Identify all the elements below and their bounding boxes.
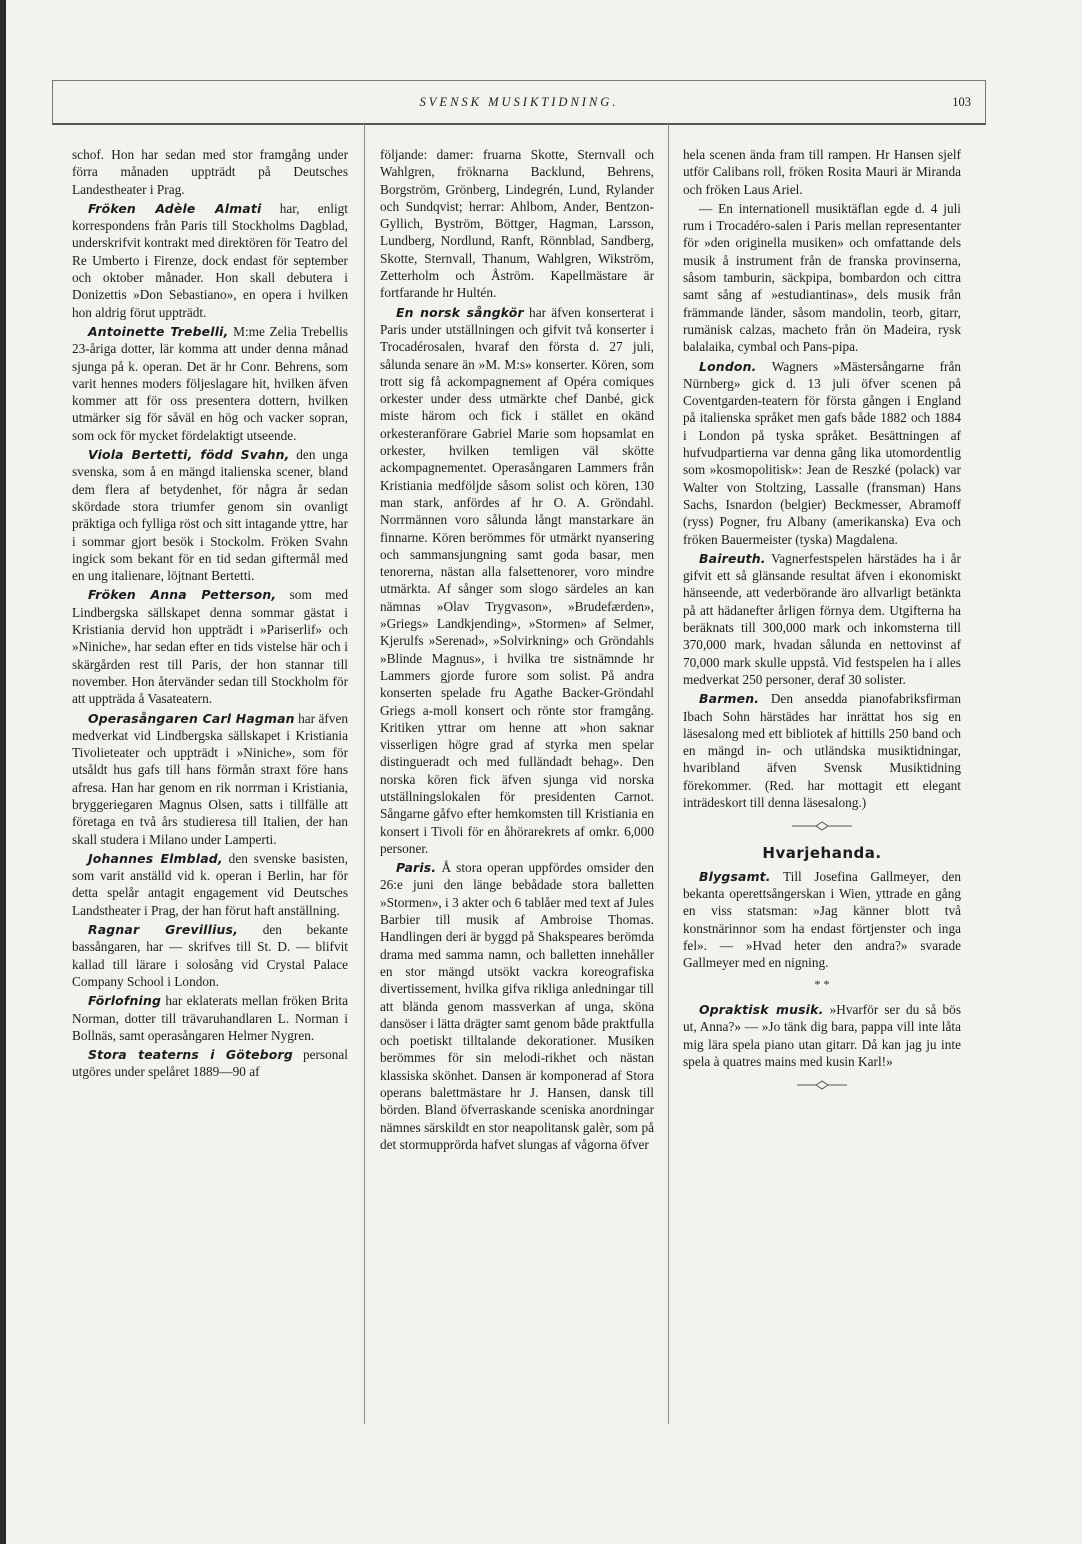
paragraph-lead: Förlofning: [88, 993, 162, 1009]
paragraph: Baireuth. Vagnerfestspelen härstädes ha i år gifvit ett så glänsande resultat äfven i ekonomiskt hänseende, att vederbörande äro allvarligt betänkta på att hädanefter årligen förnya dem. Utgifterna ha beräknats till 300,000 mark och inkomsterna till 370,000 mark, hvadan sålunda en nettovinst af 70,000 mark skulle uppstå. Vid festspelen ha i alles medverkat 250 personer, deraf 30 solister.: [683, 550, 961, 687]
journal-title: SVENSK MUSIKTIDNING.: [419, 95, 619, 109]
paragraph: Johannes Elmblad, den svenske basisten, som varit anställd vid k. operan i Berlin, har för detta spelår antagit engagement vid Deutsches Landstheater i Prag, der han förut haft anställning.: [72, 850, 348, 918]
paragraph: Blygsamt. Till Josefina Gallmeyer, den bekanta operettsångerskan i Wien, yttrade en gång en viss statsman: »Jag känner blott två konstnärinnor som ha endast förtjenster och inga fel». — »Hvad heter den andra?» svarade Gallmeyer med en nigning.: [683, 868, 961, 971]
paragraph: schof. Hon har sedan med stor framgång under förra månaden uppträdt på Deutsches Landestheater i Prag.: [72, 147, 348, 197]
ornament-divider-icon: [683, 817, 961, 834]
paragraph-lead: Opraktisk musik.: [699, 1001, 824, 1017]
column-divider-1: [364, 124, 365, 1424]
paragraph: Förlofning har eklaterats mellan fröken Brita Norman, dotter till trävaruhandlaren L. Norman i Bollnäs, samt operasångaren Helmer Nygren.: [72, 993, 348, 1043]
paragraph-lead: Antoinette Trebelli,: [88, 323, 229, 339]
paragraph: Fröken Adèle Almati har, enligt korrespondens från Paris till Stockholms Dagblad, underskrifvit kontrakt med direktören för Teatro del Re Umberto i Firenze, dock endast för september och oktober månader. Hon skall debutera i Donizettis »Don Sebastiano», en opera i hvilken hon aldrig förut uppträdt.: [72, 200, 349, 320]
paragraph-lead: London.: [699, 358, 757, 374]
paragraph-lead: Viola Bertetti, född Svahn,: [88, 447, 290, 463]
paragraph-lead: Johannes Elmblad,: [88, 850, 223, 866]
paragraph: — En internationell musiktäflan egde d. 4 juli rum i Trocadéro-salen i Paris mellan representanter för »den originella musiken» och omfattande dels musik å instrument från de franska provinserna, såsom tamburin, säckpipa, bombardon och cittra samt sång af »estudiantinas», dels musik från främmande länder, såsom mandolin, teorb, gitarr, rumänisk calzas, macheto från ön Madeira, rysk balalaika, cymbal och Pans-pipa.: [683, 200, 961, 355]
paragraph: Paris. Å stora operan uppfördes omsider den 26:e juni den länge bebådade stora balletten »Stormen», i 3 akter och 6 tablåer med text af Jules Barbier till musik af Ambroise Thomas. Handlingen deri är byggd på Shakspeares berömda drama med samma namn, och balletten innehåller en stor mängd utsökt vackra koreografiska divertissement, hvilka gifva rikliga anledningar till att bländа genom massverkan af unga, sköna dansöser i lätta drägter samt genom både praktfulla och poetiskt tilltalande dekorationer. Musiken berömmes för sin melodi-rikhet och nästan klassiska skönhet. Dansen är komponerad af Stora operans balettmästare hr J. Hansen, dansk till börden. Bland öfverraskande sceniska anordningar nämnes särskildt en stor neapolitansk galèr, som på det stormupprörda hafvet slungas af vågorna öfver: [380, 860, 654, 1152]
column-1: [72, 146, 348, 1083]
paragraph: Barmen. Den ansedda pianofabriksfirman Ibach Sohn härstädes har inrättat hos sig en läsesalong med ett bibliotek af hittills 250 band och en mängd in- och utländska musiktidningar, hvaribland äfven Svensk Musiktidning förekommer. (Red. har mottagit ett elegant inträdeskort till denna läsesalong.): [683, 691, 961, 810]
paragraph: Ragnar Grevillius, den bekante bassångaren, har — skrifves till St. D. — blifvit kallad till lärare i solosång vid Crystal Palace Company School i London.: [72, 922, 348, 989]
paragraph-lead: En norsk sångkör: [396, 304, 524, 320]
page-header: [52, 80, 986, 125]
column-2: [380, 146, 654, 1155]
paragraph-lead: Fröken Adèle Almati: [88, 200, 262, 216]
page-edge: [0, 0, 6, 1544]
paragraph-lead: Operasångaren Carl Hagman: [88, 710, 295, 726]
paragraph: London. Wagners »Mästersångarne från Nürnberg» gick d. 13 juli öfver scenen på Coventgarden-teatern för första gången i England på italienska språket men gafs både 1882 och 1884 i London på tyska språket. Besättningen af hufvudpartierna var denna gång lika utomordentlig som »kosmopolitisk»: Jean de Reszké (polack) var Walter von Stoltzing, Lassalle (fransman) Hans Sachs, Isnardon (belgier) Beckmesser, Abramoff (ryss) Pogner, fru Albany (amerikanska) Eva och fröken Bauermeister (tyska) Magdalena.: [683, 358, 961, 547]
paragraph-lead: Stora teaterns i Göteborg: [88, 1047, 293, 1063]
paragraph-lead: Ragnar Grevillius,: [88, 922, 239, 938]
paragraph-lead: Blygsamt.: [699, 868, 771, 884]
paragraph: Stora teaterns i Göteborg personal utgöres under spelåret 1889—90 af: [72, 1047, 349, 1080]
ornament-divider-icon: [683, 1076, 961, 1093]
paragraph: En norsk sångkör har äfven konserterat i Paris under utställningen och gifvit två konserter i Trocadérosalen, hvaraf den första d. 27 juli, sålunda senare än »M. M:s» konserter. Kören, som trott sig få ackompagnement af Opéra comiques orkester under dess utmärkte chef Danbé, gick miste härom och fick i stället en okänd orkesteranförare Gabriel Marie som hopsamlat en orkester, hvilken temligen väl skötte ackompagnementet. Operasångaren Lammers från Kristiania medföljde såsom solist och kören, 130 man stark, anfördes af hr O. A. Gröndahl. Norrmännen voro sålunda långt manstarkare än finnarne. Kören berömmes för utmärkt nyansering och sammansjungning samt goda basar, men tenorerna, nästan alla falsettenorer, voro mindre utmärkta. Af sånger som slogo särdeles an kan nämnas »Olav Trygvason», »Brudefærden», »Griegs» Landkjending», »Stormen» af Selmer, Kjerulfs »Serenad», »Solvirkning» och Gröndahls »Blinde Magnus», i hvilka tre sistnämnde hr Lammers gjorde furore som solist. På andra konserten spelade fru Agathe Backer-Gröndahl Griegs a-moll konsert och rönte stor framgång. Kritiken yttrar om henne att »hon saknar visserligen högre grad af styrka men spelar distingueradt och med fulländadt behag». Den norska kören fick äfven sjunga vid norska utställningslokalen för presidenten Carnot. Sångarne gåfvo efter hemkomsten till Kristiania en konsert i Tivoli för en åhörarekrets af omkr. 6,000 personer.: [380, 304, 654, 856]
section-title: Hvarjehanda.: [762, 843, 882, 862]
paragraph: Fröken Anna Petterson, som med Lindbergska sällskapet denna sommar gästat i Kristiania dervid hon uppträdt i »Pariserlif» och »Niniche», har sedan efter en tids vistelse här och i skärgården rest till Paris, der hon stannar till november. Hon återvänder sedan till Stockholm för att uppträda å Vasateatern.: [72, 587, 348, 707]
paragraph: hela scenen ända fram till rampen. Hr Hansen sjelf utför Calibans roll, fröken Rosita Mauri är Miranda och fröken Laus Ariel.: [683, 147, 961, 197]
paragraph-lead: Paris.: [396, 860, 437, 876]
paragraph-lead: Barmen.: [699, 691, 760, 707]
paragraph-lead: Fröken Anna Petterson,: [88, 587, 277, 603]
column-3: [683, 146, 961, 1099]
asterism: * *: [814, 976, 830, 991]
paragraph: Antoinette Trebelli, M:me Zelia Trebellis 23-åriga dotter, lär komma att under denna månad sjunga på k. operan. Det är hr Conr. Behrens, som varit hennes moders följeslagare hit, hvilken äfven kommer att för oss presentera dottern, hvilken utmärker sig för såväl en hög och vacker sopran, som ock för mycket fördelaktigt utseende.: [72, 323, 348, 443]
paragraph: följande: damer: fruarna Skotte, Sternvall och Wahlgren, fröknarna Backlund, Behrens, Borgström, Grönberg, Lindegrén, Lund, Rylander och Sundqvist; herrar: Ahlbom, Ander, Bentzon-Gyllich, Byström, Böttger, Hagman, Larsson, Lundberg, Nordlund, Ranft, Rönnblad, Sandberg, Skotte, Sternvall, Thanum, Wahlgren, Wikström, Zetterholm och Åström. Kapellmästare är fortfarande hr Hultén.: [380, 147, 654, 301]
page-number: 103: [952, 95, 971, 109]
paragraph: Operasångaren Carl Hagman har äfven medverkat vid Lindbergska sällskapet i Kristiania Tivolieteater och uppträdt i »Niniche», som för utsåldt hus gafs till hans förmån straxt före hans afresa. Han har genom en rik norrman i Kristiania, bryggeriegaren Magnus Olsen, satts i tillfälle att företaga en två års studieresa till Italien, der han skall studera i Milano under Lamperti.: [72, 710, 348, 847]
column-divider-2: [668, 124, 669, 1424]
paragraph-lead: Baireuth.: [699, 550, 766, 566]
paragraph: Viola Bertetti, född Svahn, den unga svenska, som å en mängd italienska scener, bland dem flera af betydenhet, för några år sedan skördade stora triumfer genom sin ovanligt präktiga och fylliga röst och sitt intagande yttre, har i sommar gjort besök i Stockolm. Fröken Svahn ingick som bekant för en tid sedan giftermål med en ung italienare, löjtnant Bertetti.: [72, 447, 348, 584]
paragraph: Opraktisk musik. »Hvarför ser du så bös ut, Anna?» — »Jo tänk dig bara, pappa vill inte låta mig lära spela piano utan gitarr. Då kan jag ju inte spela à quatres mains med kusin Karl!»: [683, 1001, 961, 1069]
